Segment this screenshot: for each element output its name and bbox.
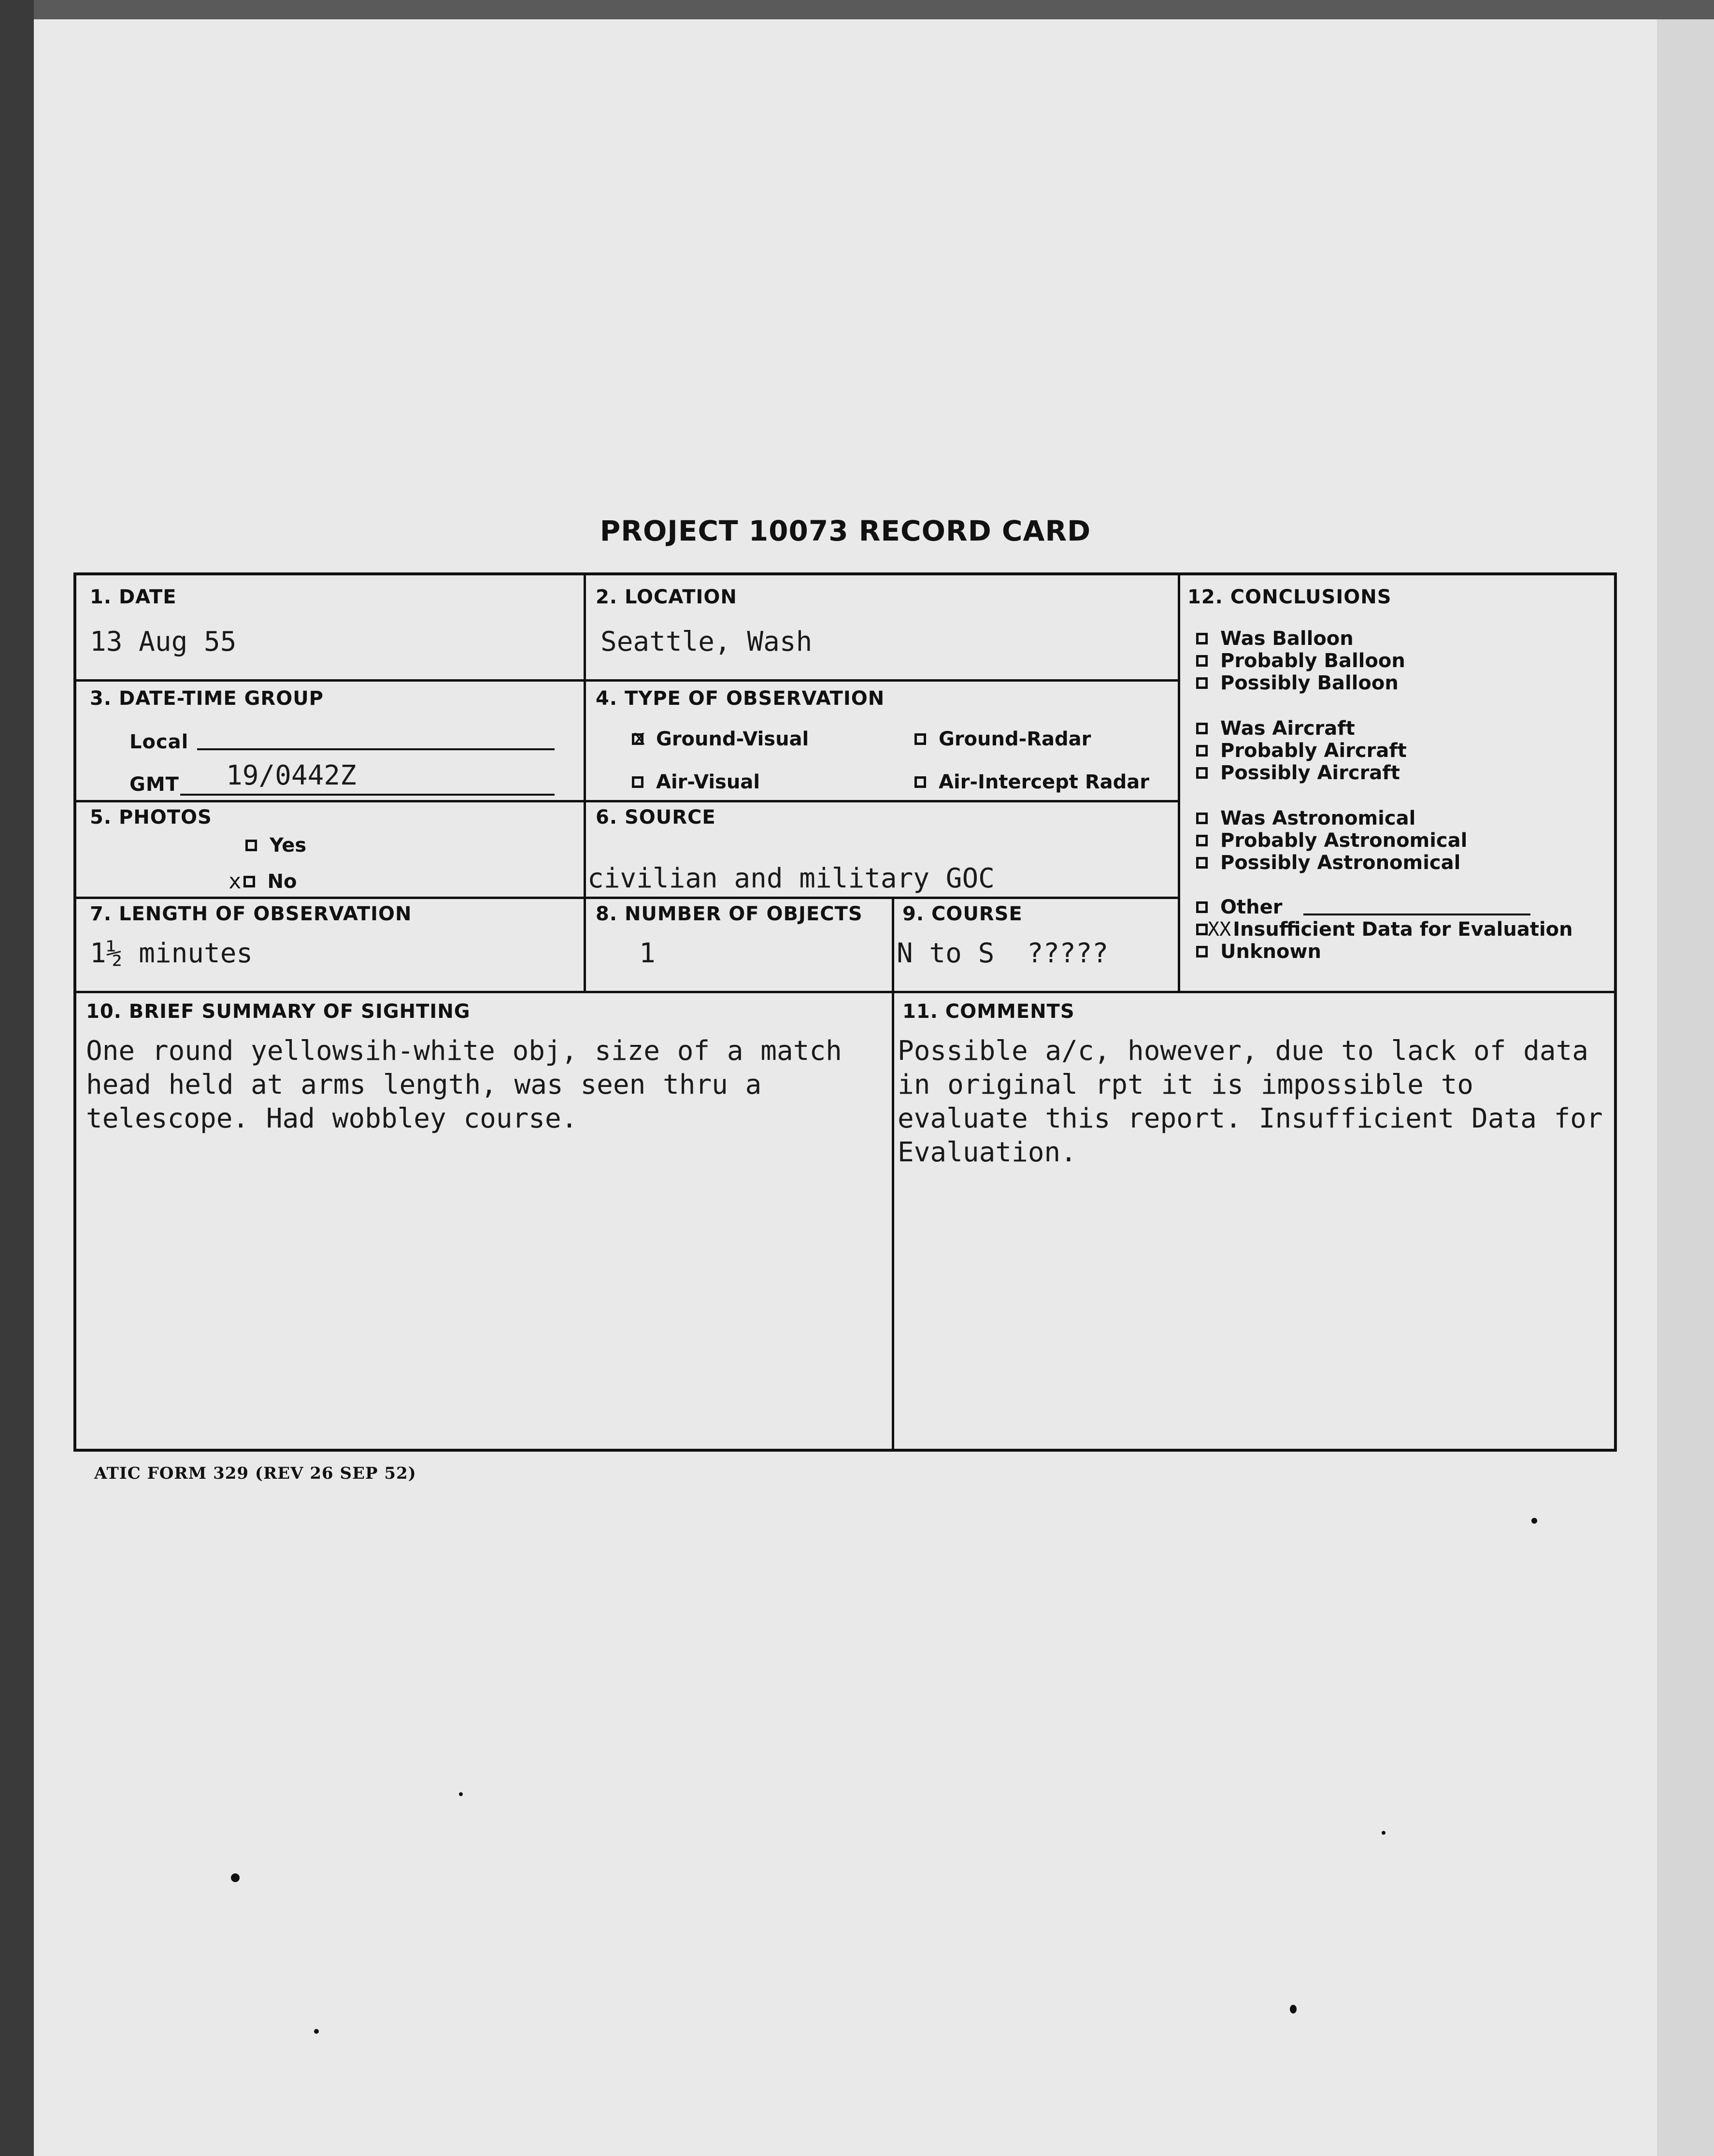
photos-yes-label: Yes — [270, 834, 307, 857]
checkbox-icon — [1196, 924, 1208, 935]
dtg-label: 3. DATE-TIME GROUP — [90, 687, 324, 710]
conclusion-possibly-astronomical[interactable] — [1196, 852, 1460, 874]
check-mark: x — [229, 869, 242, 894]
photos-no-label: No — [267, 870, 297, 893]
num-objects-label: 8. NUMBER OF OBJECTS — [596, 903, 863, 925]
observation-option-label: Air-Visual — [656, 771, 760, 793]
checkbox-icon — [1196, 946, 1208, 957]
conclusion-option-label: Probably Balloon — [1220, 650, 1405, 672]
observation-option-label: Ground-Radar — [939, 728, 1091, 750]
checkbox-icon — [1196, 633, 1208, 644]
observation-option-label: Ground-Visual — [656, 728, 809, 750]
conclusion-was-aircraft[interactable] — [1196, 717, 1355, 740]
length-value: 1½ minutes — [90, 938, 253, 969]
scan-speck — [1382, 1831, 1385, 1835]
checkbox-icon — [1196, 857, 1208, 869]
course-label: 9. COURSE — [902, 903, 1023, 925]
photos-yes[interactable] — [245, 834, 306, 857]
comments-label: 11. COMMENTS — [902, 1000, 1075, 1023]
scan-speck — [459, 1792, 463, 1796]
checkbox-icon — [1196, 767, 1208, 779]
scan-border-right — [1657, 19, 1714, 2156]
source-value: civilian and military GOC — [587, 863, 995, 894]
conclusion-option-label: Insufficient Data for Evaluation — [1233, 918, 1573, 941]
conclusion-option-label: Probably Astronomical — [1220, 829, 1468, 852]
scan-border-top — [0, 0, 1714, 19]
checkbox-icon — [243, 876, 255, 887]
grid-line — [892, 897, 894, 1450]
conclusion-was-astronomical[interactable] — [1196, 807, 1415, 829]
grid-line — [76, 897, 1178, 899]
check-mark: x — [633, 725, 646, 750]
conclusion-option-label: Possibly Aircraft — [1220, 762, 1400, 784]
location-label: 2. LOCATION — [596, 586, 737, 608]
conclusion-possibly-aircraft[interactable] — [1196, 762, 1400, 784]
scan-speck — [1290, 2005, 1297, 2013]
scan-border-left — [0, 0, 34, 2156]
checkbox-icon — [1196, 655, 1208, 667]
check-mark: XX — [1208, 918, 1231, 941]
checkbox-icon — [1196, 835, 1208, 846]
local-line — [197, 748, 555, 750]
conclusion-option-label: Probably Aircraft — [1220, 740, 1407, 762]
local-label: Local — [129, 731, 189, 753]
conclusion-option-label: Other — [1220, 896, 1283, 918]
checkbox-icon — [914, 776, 926, 788]
checkbox-icon — [1196, 745, 1208, 757]
observation-ground-radar[interactable] — [914, 728, 1091, 750]
source-label: 6. SOURCE — [596, 806, 716, 828]
gmt-line — [180, 794, 555, 796]
conclusion-option-label: Unknown — [1220, 941, 1321, 963]
conclusion-option-label: Was Astronomical — [1220, 807, 1416, 829]
observation-option-label: Air-Intercept Radar — [939, 771, 1149, 793]
gmt-label: GMT — [129, 773, 179, 796]
observation-air-intercept-radar[interactable] — [914, 771, 1149, 793]
grid-line — [76, 991, 1615, 993]
conclusions-label: 12. CONCLUSIONS — [1187, 586, 1392, 608]
conclusion-possibly-balloon[interactable] — [1196, 672, 1399, 694]
conclusion-was-balloon[interactable] — [1196, 628, 1354, 650]
checkbox-icon — [1196, 813, 1208, 824]
conclusion-probably-balloon[interactable] — [1196, 650, 1405, 672]
checkbox-icon — [1196, 723, 1208, 734]
checkbox-icon — [245, 840, 257, 851]
course-value: N to S ????? — [897, 938, 1109, 969]
scan-speck — [231, 1873, 240, 1882]
location-value: Seattle, Wash — [600, 626, 813, 657]
date-label: 1. DATE — [90, 586, 177, 608]
checkbox-icon — [1196, 901, 1208, 913]
comments-text: Possible a/c, however, due to lack of data in original rpt it is impossible to evaluate this report. Insufficient Data for Evaluation. — [898, 1035, 1603, 1168]
conclusion-other[interactable] — [1196, 896, 1282, 918]
checkbox-icon — [914, 733, 926, 745]
other-line — [1303, 914, 1530, 915]
observation-ground-visual[interactable] — [632, 725, 809, 750]
checkbox-icon — [632, 776, 643, 788]
conclusion-probably-astronomical[interactable] — [1196, 829, 1467, 852]
grid-line — [1178, 575, 1180, 991]
checkbox-icon — [1196, 677, 1208, 689]
photos-label: 5. PHOTOS — [90, 806, 212, 828]
scan-speck — [1531, 1518, 1537, 1524]
photos-no[interactable] — [229, 869, 297, 894]
conclusion-option-label: Was Balloon — [1220, 628, 1354, 650]
conclusion-option-label: Possibly Balloon — [1220, 672, 1399, 694]
length-label: 7. LENGTH OF OBSERVATION — [90, 903, 412, 925]
grid-line — [76, 679, 1178, 682]
observation-type-label: 4. TYPE OF OBSERVATION — [596, 687, 885, 710]
conclusion-option-label: Possibly Astronomical — [1220, 852, 1461, 874]
date-value: 13 Aug 55 — [90, 626, 237, 657]
conclusion-option-label: Was Aircraft — [1220, 717, 1355, 740]
card-title: PROJECT 10073 RECORD CARD — [600, 514, 1091, 547]
gmt-value: 19/0442Z — [226, 760, 357, 791]
record-card — [73, 572, 1617, 1452]
observation-air-visual[interactable] — [632, 771, 760, 793]
conclusion-insufficient-data[interactable] — [1196, 918, 1573, 941]
summary-label: 10. BRIEF SUMMARY OF SIGHTING — [86, 1000, 471, 1023]
grid-line — [76, 800, 1178, 802]
form-number: ATIC FORM 329 (REV 26 SEP 52) — [94, 1464, 416, 1483]
conclusion-probably-aircraft[interactable] — [1196, 740, 1407, 762]
summary-text: One round yellowsih-white obj, size of a match head held at arms length, was seen thru a telescope. Had wobbley course. — [86, 1035, 842, 1134]
grid-line — [584, 575, 586, 991]
conclusion-unknown[interactable] — [1196, 941, 1321, 963]
num-objects-value: 1 — [639, 938, 656, 969]
scan-speck — [314, 2029, 319, 2034]
